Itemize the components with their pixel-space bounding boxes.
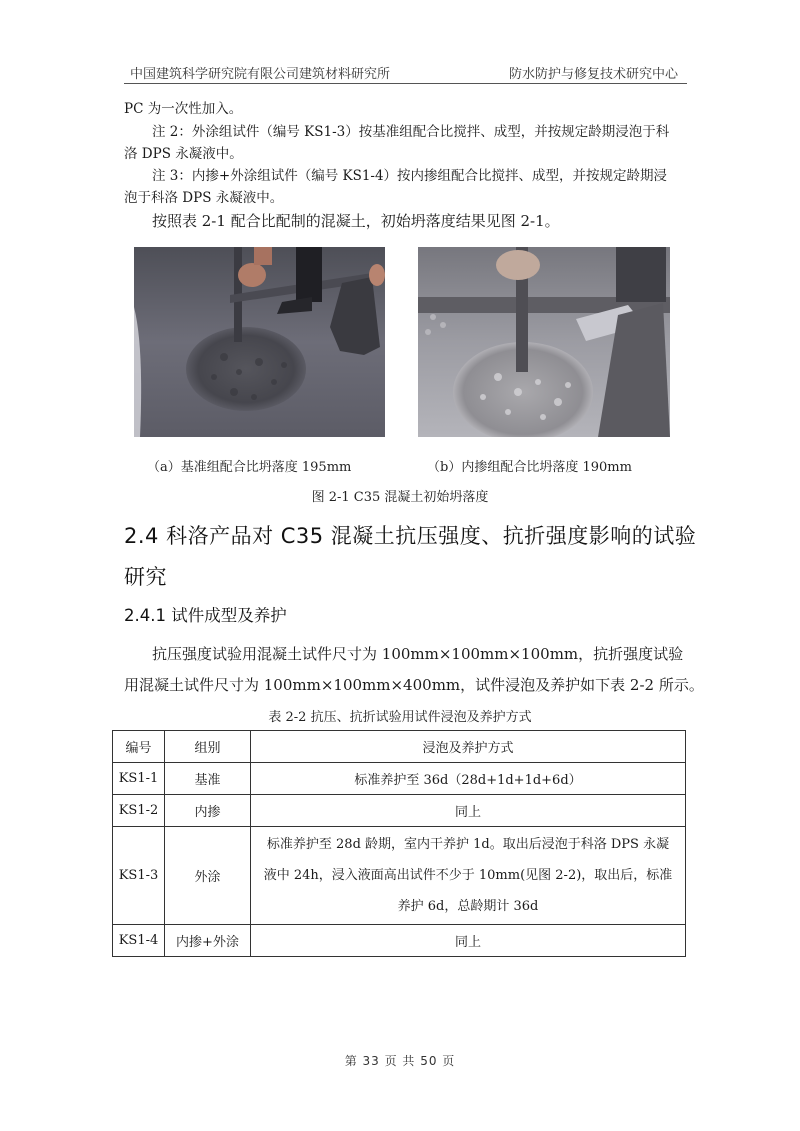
cell-method: 同上 <box>251 925 686 957</box>
table-row <box>113 925 686 957</box>
note-continuation: PC 为一次性加入。 <box>124 101 243 117</box>
cell-method-line-2: 液中 24h，浸入液面高出试件不少于 10mm(见图 2-2)，取出后，标准 <box>263 868 673 883</box>
note-2-line-2: 洛 DPS 永凝液中。 <box>124 146 243 162</box>
section-heading-line-1: 2.4 科洛产品对 C35 混凝土抗压强度、抗折强度影响的试验 <box>124 524 697 548</box>
cell-group: 内掺 <box>165 795 251 827</box>
concrete-slump-photo-a <box>134 247 385 437</box>
photo-b-image-icon <box>418 247 670 437</box>
cell-group: 外涂 <box>165 827 251 925</box>
subsection-heading: 2.4.1 试件成型及养护 <box>124 606 287 625</box>
header-id: 编号 <box>113 731 165 763</box>
header-group: 组别 <box>165 731 251 763</box>
photo-a-image-icon <box>134 247 385 437</box>
cell-id: KS1-1 <box>113 763 165 795</box>
cell-method-line-3: 养护 6d，总龄期计 36d <box>397 899 539 914</box>
section-paragraph-line-2: 用混凝土试件尺寸为 100mm×100mm×400mm，试件浸泡及养护如下表 2-2 所示。 <box>124 676 704 694</box>
table-row <box>113 795 686 827</box>
cell-id: KS1-3 <box>113 827 165 925</box>
section-heading-line-2: 研究 <box>124 565 167 589</box>
curing-method-table <box>112 730 686 957</box>
photo-a-caption: （a）基准组配合比坍落度 195mm <box>147 460 352 475</box>
concrete-slump-photo-b <box>418 247 670 437</box>
header-method: 浸泡及养护方式 <box>251 731 686 763</box>
cell-method: 标准养护至 36d（28d+1d+1d+6d） <box>251 763 686 795</box>
intro-paragraph: 按照表 2-1 配合比配制的混凝土，初始坍落度结果见图 2-1。 <box>152 212 560 230</box>
page-number: 第 33 页 共 50 页 <box>344 1054 456 1068</box>
table-title: 表 2-2 抗压、抗折试验用试件浸泡及养护方式 <box>268 710 532 725</box>
cell-method <box>251 827 686 925</box>
cell-group: 基准 <box>165 763 251 795</box>
figure-title: 图 2-1 C35 混凝土初始坍落度 <box>311 490 489 505</box>
cell-method: 同上 <box>251 795 686 827</box>
photo-b-caption: （b）内掺组配合比坍落度 190mm <box>427 460 632 475</box>
cell-id: KS1-2 <box>113 795 165 827</box>
note-3-line-2: 泡于科洛 DPS 永凝液中。 <box>124 190 284 206</box>
header-divider <box>124 83 687 84</box>
table-row <box>113 763 686 795</box>
header-organization: 中国建筑科学研究院有限公司建筑材料研究所 <box>130 67 391 82</box>
cell-group: 内掺+外涂 <box>165 925 251 957</box>
note-3-line-1: 注 3：内掺+外涂组试件（编号 KS1-4）按内掺组配合比搅拌、成型，并按规定龄期浸 <box>152 168 668 184</box>
cell-method-line-1: 标准养护至 28d 龄期，室内干养护 1d。取出后浸泡于科洛 DPS 永凝 <box>266 837 670 852</box>
header-department: 防水防护与修复技术研究中心 <box>508 67 678 82</box>
cell-id: KS1-4 <box>113 925 165 957</box>
note-2-line-1: 注 2：外涂组试件（编号 KS1-3）按基准组配合比搅拌、成型，并按规定龄期浸泡于科 <box>152 124 670 140</box>
section-paragraph-line-1: 抗压强度试验用混凝土试件尺寸为 100mm×100mm×100mm，抗折强度试验 <box>152 645 684 663</box>
table-row <box>113 827 686 925</box>
table-header-row <box>113 731 686 763</box>
